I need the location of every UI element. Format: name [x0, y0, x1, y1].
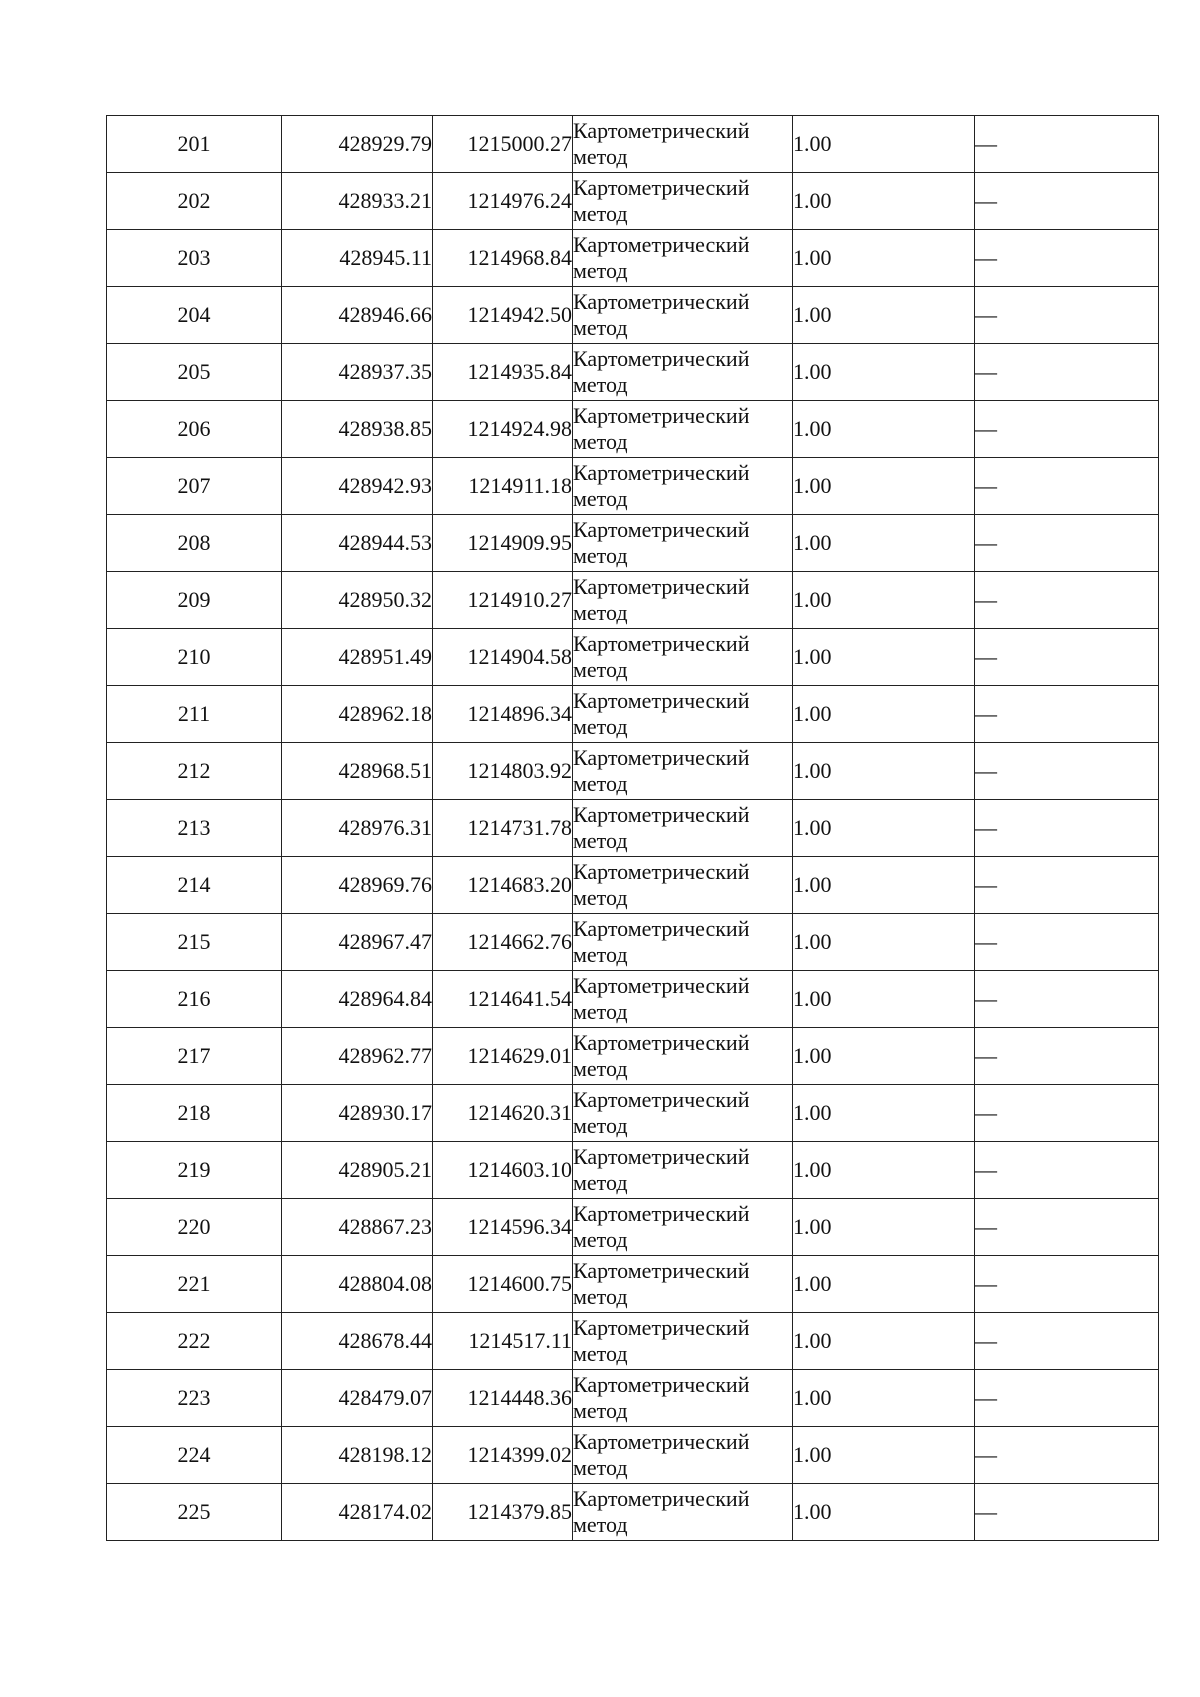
table-row — [107, 173, 1159, 230]
y-coordinate-cell: 1214603.10 — [433, 1142, 573, 1199]
y-coordinate-cell: 1214909.95 — [433, 515, 573, 572]
point-number-cell: 218 — [107, 1085, 282, 1142]
y-coordinate-cell: 1214379.85 — [433, 1484, 573, 1541]
method-line-2: метод — [573, 258, 628, 283]
x-coordinate-cell: 428950.32 — [282, 572, 433, 629]
point-number-cell: 216 — [107, 971, 282, 1028]
precision-cell: 1.00 — [793, 287, 975, 344]
method-cell — [573, 230, 793, 287]
method-line-2: метод — [573, 372, 628, 397]
description-cell: — — [975, 173, 1159, 230]
table-row — [107, 1370, 1159, 1427]
y-coordinate-cell: 1214968.84 — [433, 230, 573, 287]
y-coordinate-cell: 1214620.31 — [433, 1085, 573, 1142]
x-coordinate-cell: 428929.79 — [282, 116, 433, 173]
point-number-cell: 202 — [107, 173, 282, 230]
description-cell: — — [975, 572, 1159, 629]
description-cell: — — [975, 458, 1159, 515]
x-coordinate-cell: 428962.77 — [282, 1028, 433, 1085]
x-coordinate-cell: 428905.21 — [282, 1142, 433, 1199]
y-coordinate-cell: 1214662.76 — [433, 914, 573, 971]
description-cell: — — [975, 1256, 1159, 1313]
precision-cell: 1.00 — [793, 401, 975, 458]
precision-cell: 1.00 — [793, 572, 975, 629]
method-line-1: Картометрический — [573, 688, 750, 713]
precision-cell: 1.00 — [793, 800, 975, 857]
description-cell: — — [975, 629, 1159, 686]
point-number-cell: 208 — [107, 515, 282, 572]
y-coordinate-cell: 1214935.84 — [433, 344, 573, 401]
table-row — [107, 686, 1159, 743]
y-coordinate-cell: 1214517.11 — [433, 1313, 573, 1370]
table-row — [107, 401, 1159, 458]
method-line-2: метод — [573, 315, 628, 340]
precision-cell: 1.00 — [793, 1427, 975, 1484]
method-cell — [573, 686, 793, 743]
description-cell: — — [975, 515, 1159, 572]
precision-cell: 1.00 — [793, 629, 975, 686]
method-line-2: метод — [573, 543, 628, 568]
point-number-cell: 201 — [107, 116, 282, 173]
y-coordinate-cell: 1214629.01 — [433, 1028, 573, 1085]
table-row — [107, 344, 1159, 401]
method-line-2: метод — [573, 885, 628, 910]
y-coordinate-cell: 1214976.24 — [433, 173, 573, 230]
method-line-2: метод — [573, 600, 628, 625]
method-line-2: метод — [573, 942, 628, 967]
x-coordinate-cell: 428804.08 — [282, 1256, 433, 1313]
method-cell — [573, 1427, 793, 1484]
description-cell: — — [975, 1028, 1159, 1085]
point-number-cell: 219 — [107, 1142, 282, 1199]
method-cell — [573, 743, 793, 800]
method-line-1: Картометрический — [573, 175, 750, 200]
y-coordinate-cell: 1214924.98 — [433, 401, 573, 458]
method-line-2: метод — [573, 1284, 628, 1309]
point-number-cell: 211 — [107, 686, 282, 743]
description-cell: — — [975, 971, 1159, 1028]
method-cell — [573, 1028, 793, 1085]
x-coordinate-cell: 428678.44 — [282, 1313, 433, 1370]
table-row — [107, 230, 1159, 287]
table-row — [107, 800, 1159, 857]
method-line-2: метод — [573, 771, 628, 796]
precision-cell: 1.00 — [793, 515, 975, 572]
precision-cell: 1.00 — [793, 1256, 975, 1313]
precision-cell: 1.00 — [793, 743, 975, 800]
y-coordinate-cell: 1214911.18 — [433, 458, 573, 515]
method-cell — [573, 287, 793, 344]
method-cell — [573, 800, 793, 857]
method-line-1: Картометрический — [573, 1486, 750, 1511]
method-line-2: метод — [573, 1512, 628, 1537]
method-line-1: Картометрический — [573, 118, 750, 143]
y-coordinate-cell: 1214731.78 — [433, 800, 573, 857]
precision-cell: 1.00 — [793, 1085, 975, 1142]
point-number-cell: 210 — [107, 629, 282, 686]
x-coordinate-cell: 428933.21 — [282, 173, 433, 230]
precision-cell: 1.00 — [793, 1142, 975, 1199]
precision-cell: 1.00 — [793, 344, 975, 401]
method-line-2: метод — [573, 1398, 628, 1423]
method-cell — [573, 1313, 793, 1370]
description-cell: — — [975, 1484, 1159, 1541]
point-number-cell: 217 — [107, 1028, 282, 1085]
method-line-2: метод — [573, 1455, 628, 1480]
table-row — [107, 1256, 1159, 1313]
x-coordinate-cell: 428937.35 — [282, 344, 433, 401]
x-coordinate-cell: 428479.07 — [282, 1370, 433, 1427]
method-line-1: Картометрический — [573, 1315, 750, 1340]
point-number-cell: 225 — [107, 1484, 282, 1541]
method-line-2: метод — [573, 828, 628, 853]
precision-cell: 1.00 — [793, 1313, 975, 1370]
y-coordinate-cell: 1214641.54 — [433, 971, 573, 1028]
table-row — [107, 116, 1159, 173]
table-row — [107, 1313, 1159, 1370]
description-cell: — — [975, 1085, 1159, 1142]
description-cell: — — [975, 1313, 1159, 1370]
y-coordinate-cell: 1214600.75 — [433, 1256, 573, 1313]
point-number-cell: 207 — [107, 458, 282, 515]
method-cell — [573, 572, 793, 629]
method-line-2: метод — [573, 999, 628, 1024]
method-line-1: Картометрический — [573, 973, 750, 998]
precision-cell: 1.00 — [793, 857, 975, 914]
y-coordinate-cell: 1215000.27 — [433, 116, 573, 173]
x-coordinate-cell: 428174.02 — [282, 1484, 433, 1541]
description-cell: — — [975, 401, 1159, 458]
method-cell — [573, 971, 793, 1028]
method-line-1: Картометрический — [573, 1201, 750, 1226]
precision-cell: 1.00 — [793, 116, 975, 173]
table-row — [107, 515, 1159, 572]
method-cell — [573, 1256, 793, 1313]
description-cell: — — [975, 857, 1159, 914]
method-line-2: метод — [573, 714, 628, 739]
point-number-cell: 215 — [107, 914, 282, 971]
precision-cell: 1.00 — [793, 1199, 975, 1256]
x-coordinate-cell: 428968.51 — [282, 743, 433, 800]
description-cell: — — [975, 230, 1159, 287]
method-line-1: Картометрический — [573, 289, 750, 314]
method-line-1: Картометрический — [573, 859, 750, 884]
table-row — [107, 629, 1159, 686]
precision-cell: 1.00 — [793, 458, 975, 515]
x-coordinate-cell: 428969.76 — [282, 857, 433, 914]
x-coordinate-cell: 428951.49 — [282, 629, 433, 686]
method-line-2: метод — [573, 486, 628, 511]
point-number-cell: 204 — [107, 287, 282, 344]
description-cell: — — [975, 686, 1159, 743]
table-row — [107, 971, 1159, 1028]
precision-cell: 1.00 — [793, 1370, 975, 1427]
method-cell — [573, 914, 793, 971]
y-coordinate-cell: 1214596.34 — [433, 1199, 573, 1256]
table-row — [107, 572, 1159, 629]
method-line-1: Картометрический — [573, 631, 750, 656]
table-row — [107, 857, 1159, 914]
point-number-cell: 224 — [107, 1427, 282, 1484]
method-cell — [573, 116, 793, 173]
method-cell — [573, 401, 793, 458]
point-number-cell: 209 — [107, 572, 282, 629]
method-line-2: метод — [573, 201, 628, 226]
coordinates-table — [106, 115, 1159, 1541]
x-coordinate-cell: 428942.93 — [282, 458, 433, 515]
description-cell: — — [975, 1142, 1159, 1199]
point-number-cell: 222 — [107, 1313, 282, 1370]
description-cell: — — [975, 1199, 1159, 1256]
point-number-cell: 221 — [107, 1256, 282, 1313]
method-line-1: Картометрический — [573, 1372, 750, 1397]
x-coordinate-cell: 428944.53 — [282, 515, 433, 572]
x-coordinate-cell: 428930.17 — [282, 1085, 433, 1142]
method-line-2: метод — [573, 1341, 628, 1366]
x-coordinate-cell: 428967.47 — [282, 914, 433, 971]
x-coordinate-cell: 428962.18 — [282, 686, 433, 743]
precision-cell: 1.00 — [793, 1484, 975, 1541]
method-cell — [573, 629, 793, 686]
point-number-cell: 214 — [107, 857, 282, 914]
method-line-2: метод — [573, 657, 628, 682]
table-row — [107, 1085, 1159, 1142]
description-cell: — — [975, 800, 1159, 857]
precision-cell: 1.00 — [793, 173, 975, 230]
x-coordinate-cell: 428938.85 — [282, 401, 433, 458]
method-cell — [573, 1199, 793, 1256]
method-line-1: Картометрический — [573, 802, 750, 827]
method-cell — [573, 173, 793, 230]
method-line-2: метод — [573, 1056, 628, 1081]
method-line-1: Картометрический — [573, 916, 750, 941]
method-line-1: Картометрический — [573, 745, 750, 770]
table-row — [107, 287, 1159, 344]
precision-cell: 1.00 — [793, 686, 975, 743]
method-cell — [573, 1370, 793, 1427]
y-coordinate-cell: 1214683.20 — [433, 857, 573, 914]
method-line-1: Картометрический — [573, 346, 750, 371]
point-number-cell: 206 — [107, 401, 282, 458]
x-coordinate-cell: 428946.66 — [282, 287, 433, 344]
description-cell: — — [975, 287, 1159, 344]
method-line-2: метод — [573, 429, 628, 454]
method-cell — [573, 515, 793, 572]
point-number-cell: 223 — [107, 1370, 282, 1427]
method-line-1: Картометрический — [573, 1144, 750, 1169]
y-coordinate-cell: 1214904.58 — [433, 629, 573, 686]
coordinates-table-body — [107, 116, 1159, 1541]
precision-cell: 1.00 — [793, 971, 975, 1028]
table-row — [107, 1028, 1159, 1085]
method-line-2: метод — [573, 1227, 628, 1252]
y-coordinate-cell: 1214910.27 — [433, 572, 573, 629]
method-cell — [573, 1484, 793, 1541]
precision-cell: 1.00 — [793, 1028, 975, 1085]
table-row — [107, 743, 1159, 800]
table-row — [107, 458, 1159, 515]
method-line-1: Картометрический — [573, 403, 750, 428]
point-number-cell: 213 — [107, 800, 282, 857]
method-line-1: Картометрический — [573, 1429, 750, 1454]
method-cell — [573, 458, 793, 515]
table-row — [107, 1142, 1159, 1199]
point-number-cell: 205 — [107, 344, 282, 401]
description-cell: — — [975, 743, 1159, 800]
y-coordinate-cell: 1214803.92 — [433, 743, 573, 800]
description-cell: — — [975, 116, 1159, 173]
method-cell — [573, 857, 793, 914]
description-cell: — — [975, 1427, 1159, 1484]
table-row — [107, 1484, 1159, 1541]
method-line-2: метод — [573, 1170, 628, 1195]
point-number-cell: 203 — [107, 230, 282, 287]
method-cell — [573, 1085, 793, 1142]
y-coordinate-cell: 1214448.36 — [433, 1370, 573, 1427]
description-cell: — — [975, 344, 1159, 401]
x-coordinate-cell: 428964.84 — [282, 971, 433, 1028]
y-coordinate-cell: 1214942.50 — [433, 287, 573, 344]
method-cell — [573, 344, 793, 401]
table-row — [107, 1199, 1159, 1256]
method-line-1: Картометрический — [573, 574, 750, 599]
method-line-2: метод — [573, 1113, 628, 1138]
precision-cell: 1.00 — [793, 230, 975, 287]
method-line-1: Картометрический — [573, 232, 750, 257]
point-number-cell: 220 — [107, 1199, 282, 1256]
point-number-cell: 212 — [107, 743, 282, 800]
description-cell: — — [975, 1370, 1159, 1427]
method-line-1: Картометрический — [573, 1258, 750, 1283]
method-line-1: Картометрический — [573, 460, 750, 485]
table-row — [107, 1427, 1159, 1484]
y-coordinate-cell: 1214896.34 — [433, 686, 573, 743]
x-coordinate-cell: 428867.23 — [282, 1199, 433, 1256]
x-coordinate-cell: 428976.31 — [282, 800, 433, 857]
y-coordinate-cell: 1214399.02 — [433, 1427, 573, 1484]
method-line-2: метод — [573, 144, 628, 169]
table-row — [107, 914, 1159, 971]
method-line-1: Картометрический — [573, 1030, 750, 1055]
method-line-1: Картометрический — [573, 1087, 750, 1112]
x-coordinate-cell: 428198.12 — [282, 1427, 433, 1484]
x-coordinate-cell: 428945.11 — [282, 230, 433, 287]
description-cell: — — [975, 914, 1159, 971]
precision-cell: 1.00 — [793, 914, 975, 971]
method-line-1: Картометрический — [573, 517, 750, 542]
method-cell — [573, 1142, 793, 1199]
